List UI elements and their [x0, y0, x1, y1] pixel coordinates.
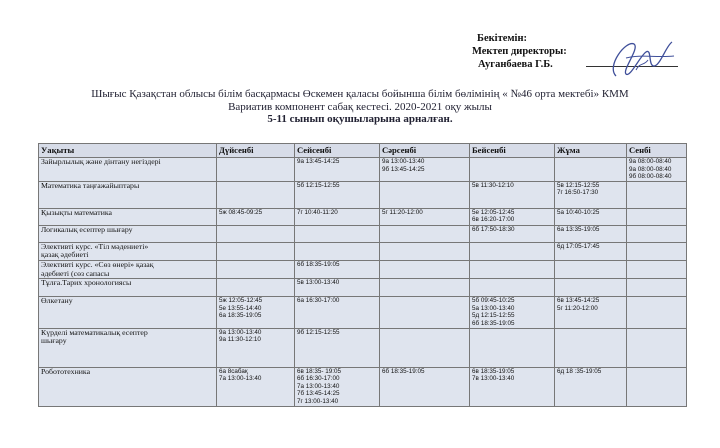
time-slot: 7г 13:00-13:40: [297, 397, 339, 405]
schedule-cell-thu: [470, 225, 555, 242]
schedule-cell-sat: [627, 279, 687, 297]
time-slot: 6д 17:05-17:45: [557, 242, 600, 250]
schedule-cell-wed: [380, 208, 470, 225]
time-slot: 5а 13:00-13:40: [472, 304, 515, 312]
time-slot: 6б 16:30-17:00: [297, 375, 340, 383]
schedule-cell-thu: [470, 367, 555, 406]
table-row: [39, 279, 687, 297]
column-header: Сейсенбі: [295, 144, 380, 158]
schedule-cell-fri: [555, 279, 627, 297]
schedule-cell-wed: [380, 181, 470, 208]
schedule-cell-fri: [555, 260, 627, 278]
subject-text: Күрделі математикалық есептер: [41, 327, 148, 337]
time-slot: 5б 09:45-10:25: [472, 297, 515, 305]
schedule-cell-sat: [627, 367, 687, 406]
time-slot: 5е 13:55-14:40: [219, 304, 262, 312]
subject-text: Логикалық есептер шығару: [41, 224, 133, 234]
time-slot: 7а 13:00-13:40: [219, 375, 262, 383]
schedule-cell-thu: [470, 181, 555, 208]
time-slot: 9б 13:45-14:25: [382, 165, 425, 173]
schedule-cell-sat: [627, 181, 687, 208]
time-slot: 5в 11:30-12:10: [472, 181, 514, 189]
schedule-cell-sat: [627, 158, 687, 182]
subject-text: Зайырлылық және дінтану негіздері: [41, 157, 161, 166]
schedule-cell-tue: [295, 279, 380, 297]
schedule-cell-thu: [470, 260, 555, 278]
schedule-cell-fri: [555, 208, 627, 225]
time-slot: 6б 18:35-19:05: [297, 260, 340, 268]
schedule-cell-fri: [555, 242, 627, 260]
time-slot: 9а 08:00-08:40: [629, 158, 672, 165]
schedule-cell-fri: [555, 158, 627, 182]
subject-cell: [39, 328, 217, 367]
schedule-cell-fri: [555, 367, 627, 406]
schedule-cell-fri: [555, 225, 627, 242]
schedule-cell-sat: [627, 242, 687, 260]
schedule-cell-wed: [380, 367, 470, 406]
time-slot: 5е 12:05-12:45: [472, 208, 515, 216]
time-slot: 6в 13:45-14:25: [557, 297, 600, 305]
time-slot: 5в 12:15-12:55: [557, 181, 600, 189]
column-header: Сенбі: [627, 144, 687, 158]
schedule-cell-thu: [470, 158, 555, 182]
schedule-cell-thu: [470, 208, 555, 225]
schedule-cell-tue: [295, 181, 380, 208]
time-slot: 5в 13:00-13:40: [297, 279, 340, 287]
schedule-cell-wed: [380, 242, 470, 260]
table-row: [39, 367, 687, 406]
schedule-cell-mon: [217, 208, 295, 225]
schedule-cell-tue: [295, 158, 380, 182]
schedule-cell-thu: [470, 328, 555, 367]
subject-text: Робототехника: [41, 366, 91, 376]
schedule-cell-mon: [217, 225, 295, 242]
table-row: [39, 225, 687, 242]
approval-title: Бекітемін:: [477, 33, 528, 44]
schedule-cell-sat: [627, 225, 687, 242]
schedule-cell-fri: [555, 181, 627, 208]
schedule-cell-wed: [380, 260, 470, 278]
time-slot: 9а 13:00-13:40: [219, 328, 262, 336]
schedule-cell-sat: [627, 260, 687, 278]
table-row: [39, 208, 687, 225]
heading-line-1: Шығыс Қазақстан облысы білім басқармасы Өскемен қаласы бойынша білім бөлімінің « №46 орта мектебі» КММ: [91, 88, 629, 100]
subject-text: шығару: [41, 336, 67, 346]
subject-text: қазақ әдебиеті: [41, 250, 89, 260]
signature-mark: [596, 36, 678, 82]
time-slot: 6а 16:30-17:00: [297, 297, 340, 305]
schedule-cell-wed: [380, 297, 470, 328]
schedule-cell-wed: [380, 328, 470, 367]
time-slot: 7г 16:50-17:30: [557, 189, 599, 197]
schedule-cell-mon: [217, 279, 295, 297]
time-slot: 6а 13:35-19:05: [557, 225, 600, 233]
schedule-cell-thu: [470, 279, 555, 297]
column-header: Дүйсенбі: [217, 144, 295, 158]
time-slot: 7б 13:45-14:25: [297, 390, 340, 398]
schedule-cell-sat: [627, 297, 687, 328]
table-row: [39, 328, 687, 367]
subject-text: Тұлға.Тарих хронологиясы: [41, 278, 132, 288]
time-slot: 7в 13:00-13:40: [472, 375, 515, 383]
heading-line-3: 5-11 сынып оқушыларына арналған.: [267, 113, 453, 125]
time-slot: 5б 12:15-12:55: [297, 181, 340, 189]
time-slot: 6в 18:35- 19:05: [297, 367, 341, 375]
subject-cell: [39, 279, 217, 297]
schedule-cell-mon: [217, 260, 295, 278]
subject-cell: [39, 158, 217, 182]
schedule-cell-tue: [295, 208, 380, 225]
schedule-cell-mon: [217, 297, 295, 328]
schedule-cell-tue: [295, 260, 380, 278]
schedule-cell-mon: [217, 242, 295, 260]
time-slot: 9б 08:00-08:40: [629, 173, 672, 181]
time-slot: 6а 18:35-19:05: [219, 312, 262, 320]
time-slot: 5ж 12:05-12:45: [219, 297, 263, 305]
subject-text: Элективті курс. «Сөз өнері» қазақ: [41, 259, 154, 269]
subject-text: Өлкетану: [41, 296, 73, 306]
approval-name: Ауганбаева Г.Б.: [478, 59, 553, 70]
schedule-cell-tue: [295, 242, 380, 260]
time-slot: 6д 18 :35-19:05: [557, 367, 602, 375]
schedule-cell-mon: [217, 181, 295, 208]
time-slot: 7г 10:40-11:20: [297, 208, 338, 216]
time-slot: 9а 13:45-14:25: [297, 158, 340, 165]
subject-text: әдебиеті (сөз сапасы: [41, 268, 110, 278]
schedule-cell-tue: [295, 367, 380, 406]
schedule-cell-wed: [380, 158, 470, 182]
table-row: [39, 260, 687, 278]
schedule-table: [38, 143, 687, 407]
header-row: [39, 144, 687, 158]
time-slot: 7а 13:00-13:40: [297, 382, 340, 390]
time-slot: 5а 10:40-10:25: [557, 208, 600, 216]
time-slot: 9а 11:30-12:10: [219, 336, 261, 344]
schedule-cell-tue: [295, 297, 380, 328]
subject-cell: [39, 242, 217, 260]
time-slot: 5г 11:20-12:00: [382, 208, 423, 216]
table-row: [39, 242, 687, 260]
schedule-cell-mon: [217, 328, 295, 367]
schedule-cell-fri: [555, 328, 627, 367]
subject-cell: [39, 367, 217, 406]
table-row: [39, 181, 687, 208]
subject-cell: [39, 208, 217, 225]
table-row: [39, 158, 687, 182]
subject-cell: [39, 181, 217, 208]
subject-text: Қызықты математика: [41, 207, 112, 217]
time-slot: 5ж 08:45-09:25: [219, 208, 263, 216]
subject-text: Математика таңғажайыптары: [41, 180, 140, 190]
time-slot: 6б 18:35-19:05: [472, 319, 515, 327]
schedule-cell-tue: [295, 328, 380, 367]
schedule-cell-thu: [470, 242, 555, 260]
schedule-cell-sat: [627, 208, 687, 225]
time-slot: 9б 12:15-12:55: [297, 328, 340, 336]
time-slot: 9а 08:00-08:40: [629, 165, 672, 173]
approval-block: [472, 32, 567, 71]
subject-text: Элективті курс. «Тіл мәдениеті»: [41, 241, 149, 251]
time-slot: 6в 18:35-19:05: [472, 367, 515, 375]
approval-position: Мектеп директоры:: [472, 46, 567, 57]
time-slot: 6в 16:20-17:00: [472, 216, 515, 224]
subject-cell: [39, 225, 217, 242]
subject-cell: [39, 260, 217, 278]
schedule-cell-wed: [380, 225, 470, 242]
time-slot: 9а 13:00-13:40: [382, 158, 425, 165]
column-header: Уақыты: [39, 144, 217, 158]
schedule-cell-sat: [627, 328, 687, 367]
schedule-cell-wed: [380, 279, 470, 297]
time-slot: 6а 8сабақ: [219, 367, 248, 375]
column-header: Сәрсенбі: [380, 144, 470, 158]
column-header: Жұма: [555, 144, 627, 158]
table-row: [39, 297, 687, 328]
schedule-cell-thu: [470, 297, 555, 328]
time-slot: 5г 11:20-12:00: [557, 304, 598, 312]
heading-line-2: Вариатив компонент сабақ кестесі. 2020-2021 оқу жылы: [228, 100, 492, 113]
schedule-body: [39, 158, 687, 407]
time-slot: 6б 17:50-18:30: [472, 225, 515, 233]
time-slot: 5д 12:15-12:55: [472, 312, 515, 320]
column-header: Бейсенбі: [470, 144, 555, 158]
document-heading: [0, 88, 720, 126]
schedule-cell-fri: [555, 297, 627, 328]
schedule-cell-tue: [295, 225, 380, 242]
schedule-cell-mon: [217, 367, 295, 406]
subject-cell: [39, 297, 217, 328]
time-slot: 6б 18:35-19:05: [382, 367, 425, 375]
schedule-cell-mon: [217, 158, 295, 182]
